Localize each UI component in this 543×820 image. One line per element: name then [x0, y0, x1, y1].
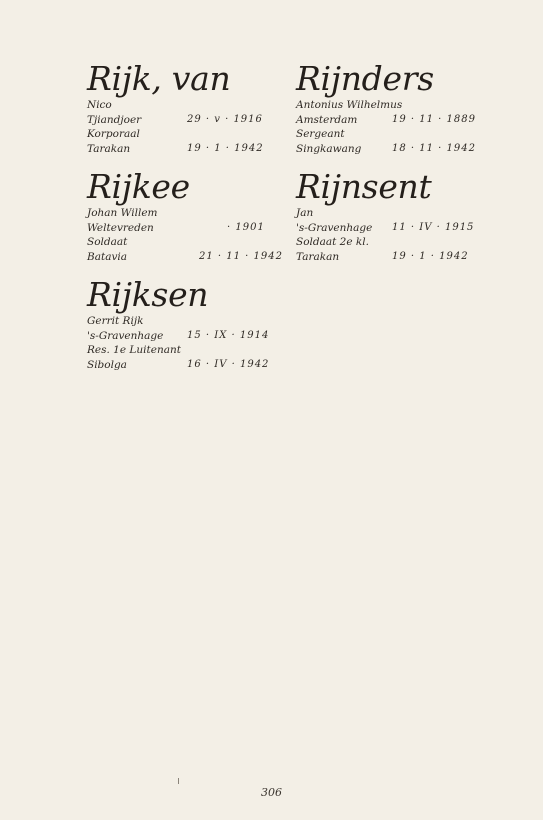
given-name-line: [296, 206, 496, 221]
entry-rijnsent: [296, 168, 496, 264]
birth-place: Weltevreden: [87, 221, 154, 234]
death-place: Tarakan: [87, 142, 131, 155]
given-name-line: [87, 206, 287, 221]
surname-heading: Rijnsent: [296, 167, 432, 206]
surname-heading: Rijk, van: [87, 59, 231, 98]
given-name-line: [87, 314, 287, 329]
given-name: Jan: [296, 207, 314, 219]
death-place: Sibolga: [87, 358, 127, 371]
surname-heading: Rijkee: [87, 167, 190, 206]
death-date: 16 · IV · 1942: [187, 358, 270, 370]
death-line: [296, 142, 496, 157]
death-line: [296, 250, 496, 265]
birth-date: 29 · v · 1916: [187, 113, 263, 125]
rank: Sergeant: [296, 128, 345, 140]
entry-rijk-van: [87, 60, 287, 156]
death-line: [87, 358, 287, 373]
entry-rijnders: [296, 60, 496, 156]
birth-line: [296, 221, 496, 236]
rank-line: [296, 127, 496, 142]
birth-line: [87, 113, 287, 128]
death-date: 21 · 11 · 1942: [199, 250, 283, 262]
rank: Soldaat: [87, 236, 128, 248]
given-name-line: [87, 98, 287, 113]
given-name-line: [296, 98, 496, 113]
death-line: [87, 142, 287, 157]
death-place: Singkawang: [296, 142, 362, 155]
surname-heading: Rijnders: [296, 59, 434, 98]
birth-line: [87, 221, 287, 236]
death-date: 18 · 11 · 1942: [392, 142, 476, 154]
rank-line: [87, 127, 287, 142]
birth-line: [296, 113, 496, 128]
birth-date: 11 · IV · 1915: [392, 221, 475, 233]
page-number: 306: [261, 786, 282, 799]
surname-heading: Rijksen: [87, 275, 209, 314]
birth-place: Tjiandjoer: [87, 113, 142, 126]
birth-place: 's-Gravenhage: [87, 329, 164, 342]
given-name: Gerrit Rijk: [87, 315, 144, 327]
rank-line: [87, 235, 287, 250]
rank-line: [296, 235, 496, 250]
given-name: Johan Willem: [87, 207, 158, 219]
birth-place: Amsterdam: [296, 113, 358, 126]
birth-line: [87, 329, 287, 344]
death-date: 19 · 1 · 1942: [187, 142, 264, 154]
birth-place: 's-Gravenhage: [296, 221, 373, 234]
entry-rijksen: [87, 276, 287, 372]
rank: Res. 1e Luitenant: [87, 344, 181, 356]
death-place: Tarakan: [296, 250, 340, 263]
rank: Soldaat 2e kl.: [296, 236, 369, 248]
entry-rijkee: [87, 168, 287, 264]
death-date: 19 · 1 · 1942: [392, 250, 469, 262]
rank-line: [87, 343, 287, 358]
birth-date: 19 · 11 · 1889: [392, 113, 476, 125]
birth-date: 15 · IX · 1914: [187, 329, 270, 341]
rank: Korporaal: [87, 128, 140, 140]
given-name: Antonius Wilhelmus: [296, 99, 403, 111]
death-line: [87, 250, 287, 265]
death-place: Batavia: [87, 250, 128, 263]
stray-mark: [178, 778, 179, 784]
birth-date: · 1901: [227, 221, 265, 233]
given-name: Nico: [87, 99, 112, 111]
